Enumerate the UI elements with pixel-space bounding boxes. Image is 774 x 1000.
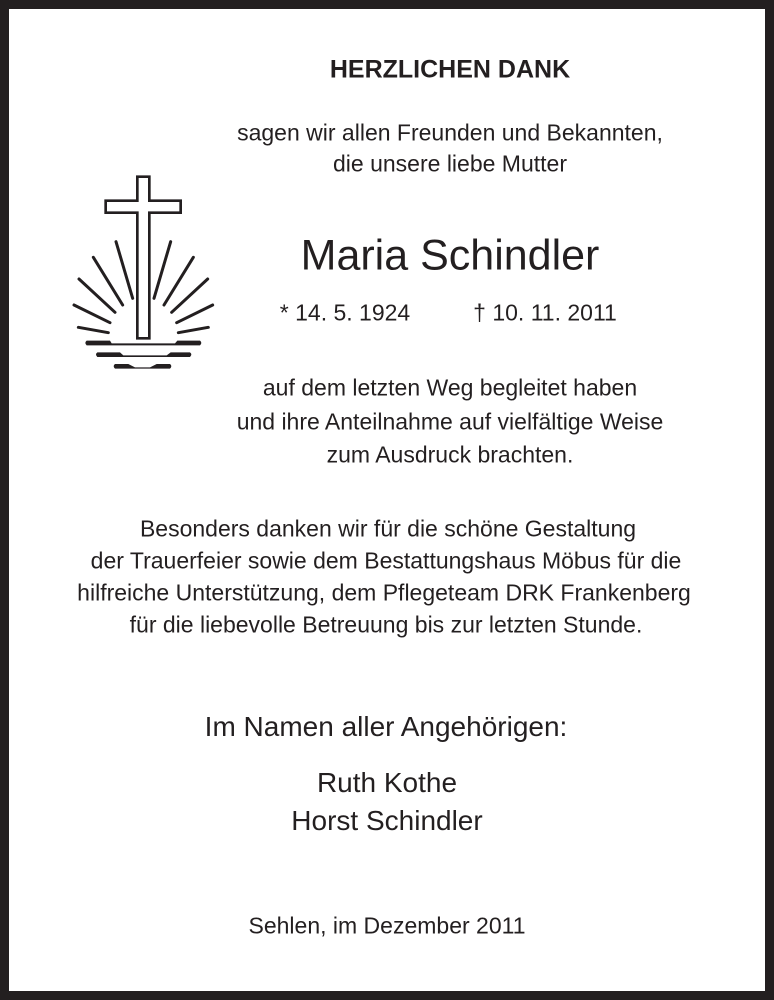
middle-line: zum Ausdruck brachten. (326, 441, 574, 468)
signoff: Im Namen aller Angehörigen: (204, 711, 568, 742)
heading: HERZLICHEN DANK (329, 55, 571, 84)
thanks-line: der Trauerfeier sowie dem Bestattungshaus Möbus für die (90, 547, 682, 574)
intro-line: die unsere liebe Mutter (333, 150, 567, 177)
death-date: † 10. 11. 2011 (473, 299, 617, 326)
thanks-line: für die liebevolle Betreuung bis zur letzten Stunde. (129, 611, 643, 638)
signer: Ruth Kothe (316, 767, 458, 798)
middle-line: und ihre Anteilnahme auf vielfältige Weise (236, 408, 664, 435)
middle-line: auf dem letzten Weg begleitet haben (262, 374, 638, 401)
birth-date: * 14. 5. 1924 (279, 299, 411, 326)
signer: Horst Schindler (291, 805, 483, 836)
place-date: Sehlen, im Dezember 2011 (248, 912, 526, 939)
deceased-name: Maria Schindler (300, 231, 600, 280)
intro-line: sagen wir allen Freunden und Bekannten, (237, 119, 663, 146)
thanks-line: Besonders danken wir für die schöne Gestaltung (139, 515, 637, 542)
cross-with-rising-sun-icon (60, 170, 230, 380)
thanks-line: hilfreiche Unterstützung, dem Pflegeteam DRK Frankenberg (77, 579, 691, 606)
